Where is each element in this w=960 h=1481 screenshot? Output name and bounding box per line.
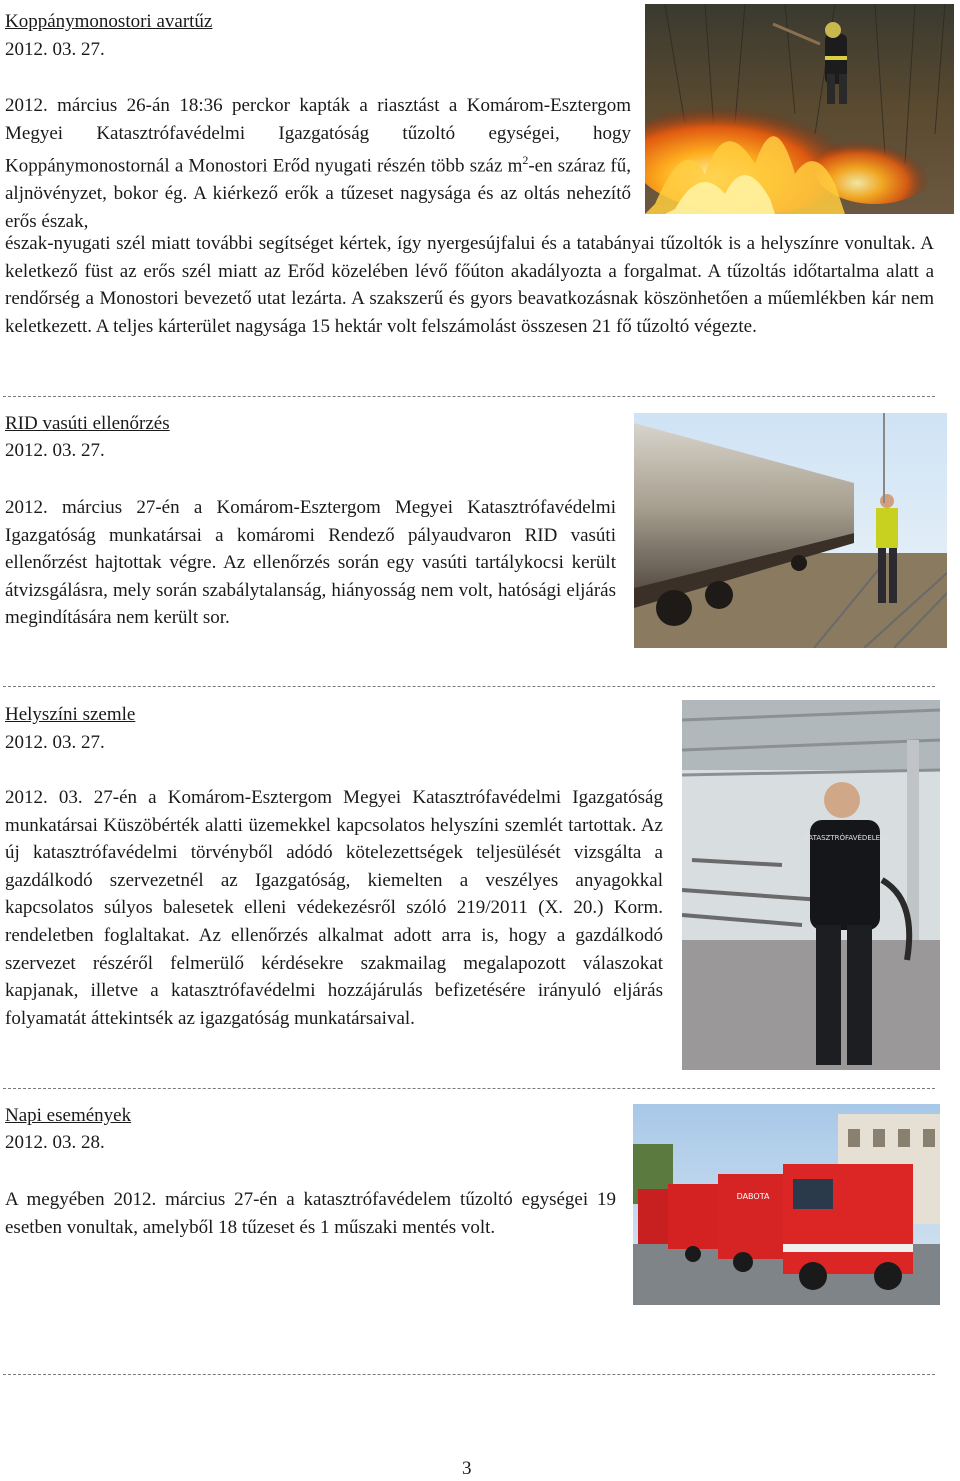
grass-fire-photo [645, 4, 954, 214]
article-date: 2012. 03. 28. [5, 1132, 105, 1153]
badge-text: KATASZTRÓFAVÉDELEM [803, 834, 887, 842]
article-title-napi[interactable]: Napi események [5, 1105, 132, 1126]
separator [3, 1374, 935, 1375]
article-title-avartuz[interactable]: Koppánymonostori avartűz [5, 11, 213, 32]
tank-wagon-photo [634, 413, 947, 648]
article-title-szemle[interactable]: Helyszíni szemle [5, 704, 136, 725]
truck-label: DABOTA [736, 1192, 770, 1201]
article-body: észak-nyugati szél miatt további segítséget kértek, így nyergesújfalui és a tatabányai tűzoltók is a helyszínre vonultak. A keletkező füst az erős szél miatt az Erőd közelében lévő főúton akadályozta a forgalmat. A tűzoltás időtartalma alatt a rendőrség a Monostori bevezető utat lezárta. A szakszerű és gyors beavatkozásnak köszönhetően a műemlékben kár nem keletkezett. A teljes kárterület nagysága 15 hektár volt felszámolást összesen 21 fő tűzoltó végezte. [5, 233, 934, 337]
separator [3, 1088, 935, 1089]
article-body: A megyében 2012. március 27-én a katasztrófavédelem tűzoltó egységei 19 esetben vonultak, amelyből 18 tűzeset és 1 műszaki mentés volt. [5, 1189, 616, 1238]
article-date: 2012. 03. 27. [5, 732, 105, 753]
separator [3, 686, 935, 687]
fire-trucks-photo [633, 1104, 940, 1305]
article-body: 2012. március 27-én a Komárom-Esztergom Megyei Katasztrófavédelmi Igazgatóság munkatársai a komáromi Rendező pályaudvaron RID vasúti ellenőrzést hajtottak végre. Az ellenőrzés során egy vasúti tartálykocsi került átvizsgálásra, mely során szabálytalanság, hiányosság nem volt, hatósági eljárás megindítására nem került sor. [5, 497, 616, 629]
article-body: 2012. 03. 27-én a Komárom-Esztergom Megyei Katasztrófavédelmi Igazgatóság munkatársai Küszöbérték alatti üzemekkel kapcsolatos helyszíni szemlét tartottak. Az új katasztrófavédelmi törvényből adódó kötelezettségek teljesülését vizsgálta a gazdálkodó szervezetnél az Igazgatóság, kiemelten a veszélyes anyagokkal kapcsolatos súlyos balesetek elleni védekezésről szóló 219/2011 (X. 20.) Korm. rendeletben foglaltakat. Az ellenőrzés alkalmat adott arra is, hogy a gazdálkodó szervezet részéről felmerülő kérdésekre szakmailag megalapozott válaszokat kapjanak, illetve a katasztrófavédelmi hozzájárulás befizetésére irányuló eljárás folyamatát áttekintsék az igazgatóság munkatársaival. [5, 787, 663, 1029]
page-number: 3 [462, 1458, 472, 1479]
article-date: 2012. 03. 27. [5, 39, 105, 60]
site-inspection-photo [682, 700, 940, 1070]
article-date: 2012. 03. 27. [5, 440, 105, 461]
article-title-rid[interactable]: RID vasúti ellenőrzés [5, 413, 170, 434]
article-body-top: 2012. március 26-án 18:36 perckor kapták a riasztást a Komárom-Esztergom Megyei Katasztrófavédelmi Igazgatóság tűzoltó egységei, hogy Koppánymonostornál a Monostori Erőd nyugati részén több száz $m^2-en$ száraz fű, aljnövényzet, bokor ég. A kiérkező erők a tűzeset nagysága és az oltás nehezítő erős észak, [5, 95, 632, 232]
separator [3, 396, 935, 397]
superscript: 2 [522, 153, 529, 168]
